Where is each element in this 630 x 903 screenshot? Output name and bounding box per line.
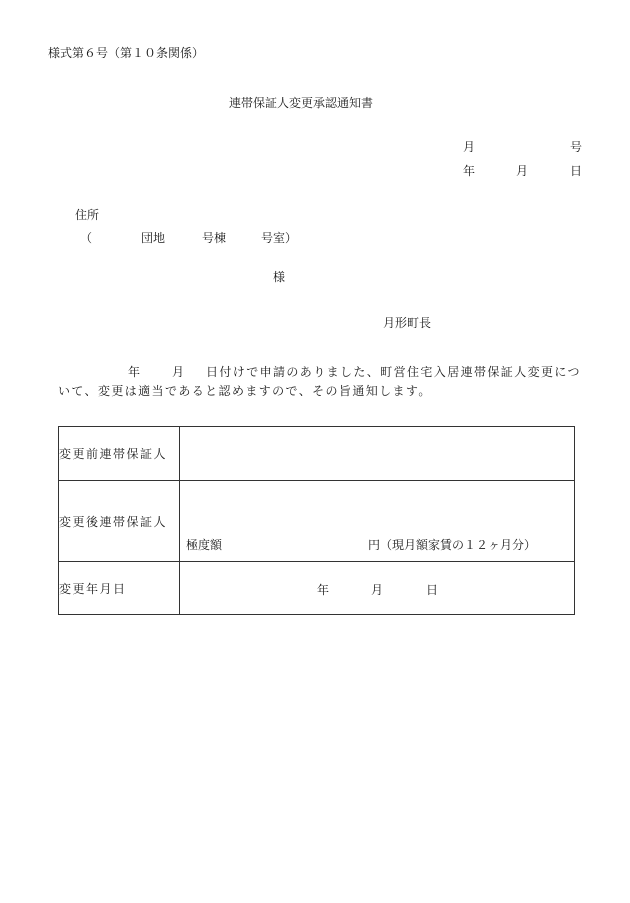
reference-month: 月 bbox=[463, 140, 476, 154]
new-guarantor-label: 変更後連帯保証人 bbox=[59, 481, 180, 562]
previous-guarantor-value bbox=[180, 427, 575, 481]
address-building: 号棟 bbox=[202, 231, 227, 245]
table-row bbox=[59, 427, 575, 481]
reference-number: 号 bbox=[570, 140, 583, 154]
document-title: 連帯保証人変更承認通知書 bbox=[229, 96, 374, 110]
change-date-month: 月 bbox=[371, 583, 384, 597]
limit-amount-note: 円（現月額家賃の１２ヶ月分） bbox=[368, 538, 537, 552]
table-row bbox=[59, 481, 575, 562]
new-guarantor-value bbox=[180, 481, 575, 562]
address-danchi: 団地 bbox=[141, 231, 166, 245]
change-date-value bbox=[180, 562, 575, 615]
body-year: 年 bbox=[128, 365, 141, 379]
limit-amount-label: 極度額 bbox=[186, 538, 223, 552]
form-number: 様式第６号（第１０条関係） bbox=[48, 46, 205, 60]
previous-guarantor-label: 変更前連帯保証人 bbox=[59, 427, 180, 481]
sender: 月形町長 bbox=[383, 316, 432, 330]
honorific: 様 bbox=[273, 270, 286, 284]
address-label: 住所 bbox=[75, 208, 100, 222]
body-line2: いて、変更は適当であると認めますので、その旨通知します。 bbox=[58, 384, 432, 398]
change-date-year: 年 bbox=[317, 583, 330, 597]
change-date-day: 日 bbox=[426, 583, 439, 597]
body-line1: 日付けで申請のありました、町営住宅入居連帯保証人変更につ bbox=[206, 365, 581, 379]
body-month: 月 bbox=[172, 365, 185, 379]
address-room: 号室） bbox=[261, 231, 298, 245]
guarantor-table bbox=[58, 426, 575, 615]
address-open-paren: （ bbox=[80, 231, 93, 245]
table-row bbox=[59, 562, 575, 615]
date-day: 日 bbox=[570, 164, 583, 178]
date-month: 月 bbox=[516, 164, 529, 178]
change-date-label: 変更年月日 bbox=[59, 562, 180, 615]
date-year: 年 bbox=[463, 164, 476, 178]
